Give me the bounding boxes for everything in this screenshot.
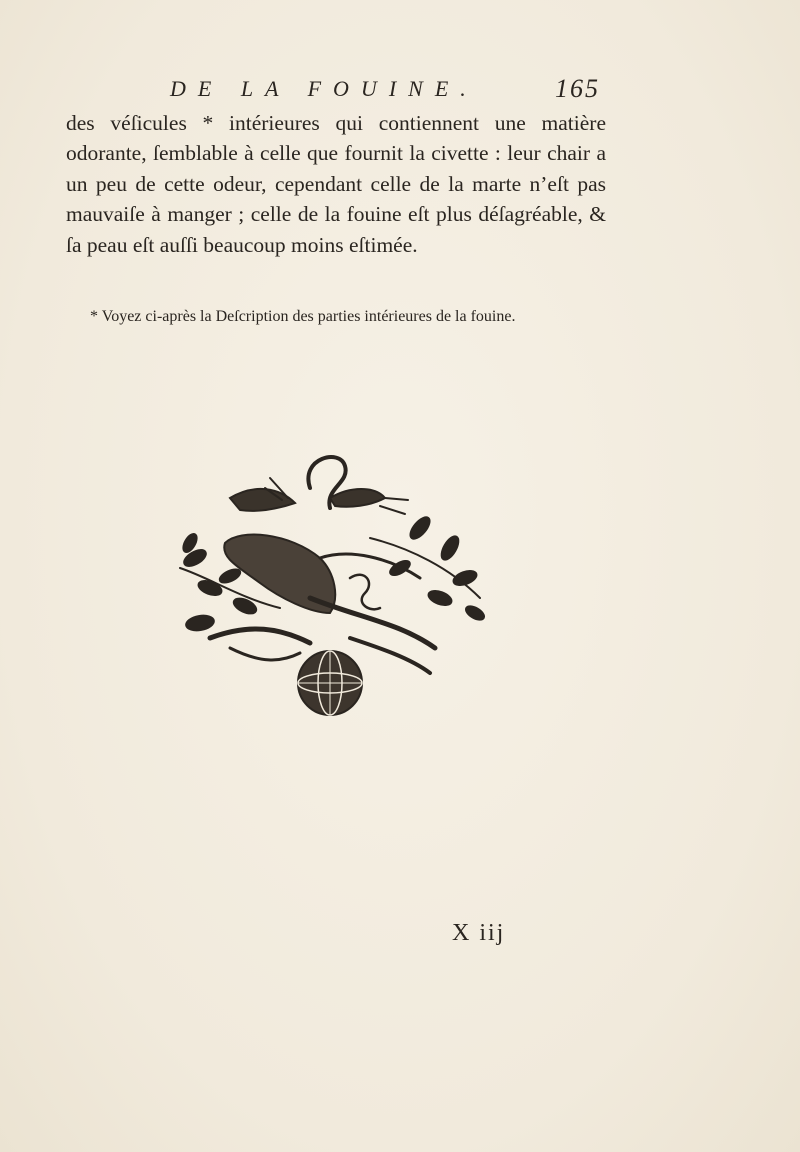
floral-trophy-vignette-icon — [170, 448, 490, 728]
main-text-block — [66, 108, 606, 260]
footnote: * Voyez ci-après la Deſcription des parties intérieures de la fouine. — [90, 308, 516, 325]
body-paragraph: des véſicules * intérieures qui contiennent une matière odorante, ſemblable à celle que fournit la civette : leur chair a un peu de cette odeur, cependant celle de la marte n’eſt pas mauvaiſe à manger ; celle de la fouine eſt plus déſagréable, & ſa peau eſt auſſi beaucoup moins eſtimée. — [66, 111, 606, 257]
signature-mark: X iij — [452, 920, 506, 946]
running-head — [170, 72, 600, 108]
page-number: 165 — [555, 74, 600, 103]
running-title: DE LA FOUINE. — [170, 76, 478, 101]
